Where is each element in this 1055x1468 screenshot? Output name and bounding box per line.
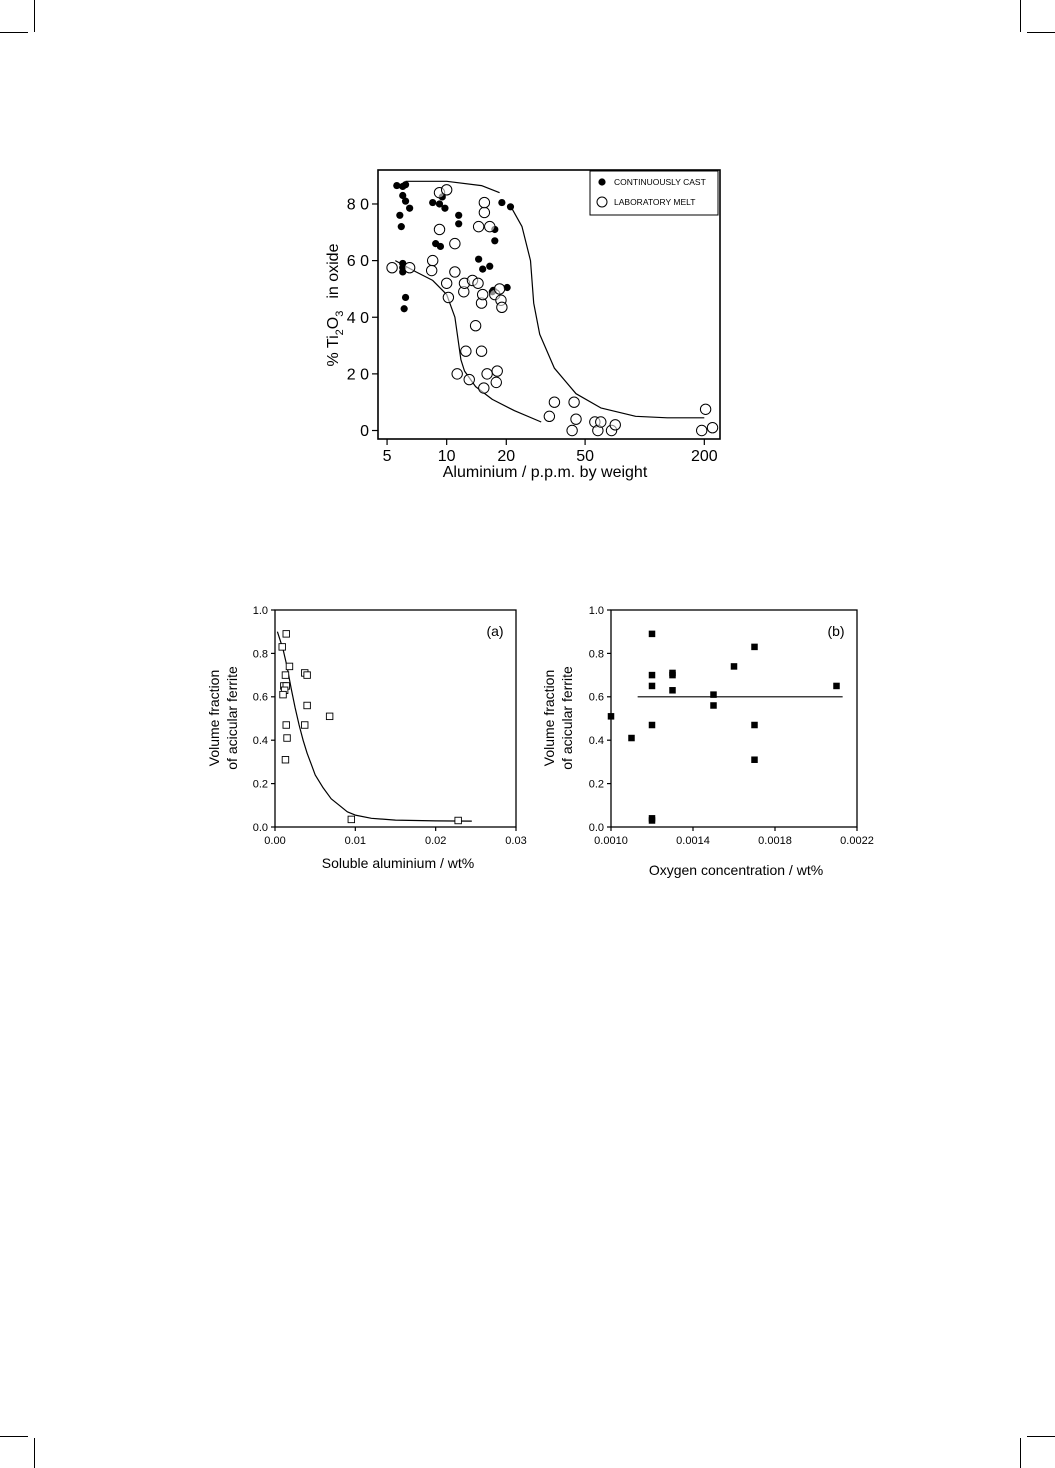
data-point bbox=[751, 722, 758, 729]
laboratory-melt-point bbox=[434, 224, 444, 234]
laboratory-melt-point bbox=[569, 397, 579, 407]
acicular-ferrite-vs-oxygen-chart bbox=[530, 598, 890, 883]
y-tick-label: 0.6 bbox=[252, 691, 268, 704]
data-point bbox=[751, 756, 758, 763]
legend-label-laboratory-melt: LABORATORY MELT bbox=[614, 197, 696, 207]
crop-mark bbox=[34, 0, 35, 32]
laboratory-melt-point bbox=[476, 346, 486, 356]
y-axis-label: Volume fraction of acicular ferrite bbox=[206, 666, 240, 770]
laboratory-melt-point bbox=[494, 284, 504, 294]
laboratory-melt-point bbox=[470, 321, 480, 331]
continuously-cast-point bbox=[406, 205, 413, 212]
x-tick-label: 5 bbox=[382, 448, 392, 465]
data-point bbox=[282, 672, 289, 679]
y-tick-label: 0.2 bbox=[252, 778, 268, 791]
y-tick-label: 0.0 bbox=[588, 821, 604, 834]
data-point bbox=[286, 663, 293, 670]
y-tick-label: 0.2 bbox=[588, 778, 604, 791]
x-tick-label: 0.00 bbox=[264, 835, 286, 847]
laboratory-melt-point bbox=[491, 377, 501, 387]
y-tick-label: 1.0 bbox=[252, 604, 268, 617]
laboratory-melt-point bbox=[443, 292, 453, 302]
legend-open-circle-icon bbox=[597, 197, 607, 207]
continuously-cast-point bbox=[479, 266, 486, 273]
continuously-cast-point bbox=[429, 199, 436, 206]
panel-label: (b) bbox=[827, 623, 845, 639]
continuously-cast-point bbox=[486, 263, 493, 270]
laboratory-melt-point bbox=[697, 425, 707, 435]
laboratory-melt-point bbox=[441, 185, 451, 195]
y-tick-label: 1.0 bbox=[588, 604, 604, 617]
y-tick-label: 0.8 bbox=[252, 648, 268, 661]
continuously-cast-point bbox=[401, 305, 408, 312]
laboratory-melt-point bbox=[707, 422, 717, 432]
continuously-cast-point bbox=[402, 198, 409, 205]
crop-mark bbox=[1020, 0, 1021, 32]
x-tick-label: 0.0018 bbox=[758, 835, 792, 847]
x-tick-label: 10 bbox=[437, 448, 456, 465]
laboratory-melt-point bbox=[450, 267, 460, 277]
laboratory-melt-point bbox=[452, 369, 462, 379]
continuously-cast-point bbox=[475, 256, 482, 263]
continuously-cast-point bbox=[455, 220, 462, 227]
y-tick-label: 2 0 bbox=[346, 366, 369, 384]
crop-mark bbox=[0, 1436, 28, 1437]
data-point bbox=[326, 713, 333, 720]
laboratory-melt-point bbox=[404, 262, 414, 272]
laboratory-melt-point bbox=[596, 417, 606, 427]
trend-curve bbox=[406, 181, 500, 192]
laboratory-melt-point bbox=[479, 383, 489, 393]
y-tick-label: 0.6 bbox=[588, 691, 604, 704]
data-point bbox=[669, 672, 676, 679]
x-tick-label: 0.03 bbox=[505, 835, 527, 847]
data-point bbox=[669, 687, 676, 694]
data-point bbox=[279, 644, 286, 651]
crop-mark bbox=[1027, 32, 1055, 33]
data-point bbox=[628, 735, 635, 742]
x-tick-label: 200 bbox=[690, 448, 718, 465]
data-point bbox=[649, 672, 656, 679]
data-point bbox=[649, 631, 656, 638]
continuously-cast-point bbox=[436, 200, 443, 207]
continuously-cast-point bbox=[398, 223, 405, 230]
legend-label-continuously-cast: CONTINUOUSLY CAST bbox=[614, 177, 706, 187]
data-point bbox=[710, 691, 717, 698]
data-point bbox=[280, 691, 287, 698]
y-tick-label: 0.4 bbox=[588, 735, 604, 748]
data-point bbox=[282, 756, 289, 763]
crop-mark bbox=[1027, 1436, 1055, 1437]
laboratory-melt-point bbox=[567, 425, 577, 435]
plot-frame bbox=[611, 610, 857, 827]
data-point bbox=[608, 713, 615, 720]
data-point bbox=[751, 644, 758, 651]
laboratory-melt-point bbox=[571, 414, 581, 424]
laboratory-melt-point bbox=[473, 278, 483, 288]
y-tick-label: 8 0 bbox=[346, 196, 369, 214]
laboratory-melt-point bbox=[477, 289, 487, 299]
x-axis-label: Soluble aluminium / wt% bbox=[321, 855, 475, 871]
continuously-cast-point bbox=[396, 212, 403, 219]
data-point bbox=[731, 663, 738, 670]
x-axis-label: Oxygen concentration / wt% bbox=[648, 862, 824, 878]
laboratory-melt-point bbox=[492, 366, 502, 376]
x-tick-label: 50 bbox=[576, 448, 594, 465]
laboratory-melt-point bbox=[544, 411, 554, 421]
y-axis-label: Volume fraction of acicular ferrite bbox=[541, 666, 575, 770]
continuously-cast-point bbox=[491, 237, 498, 244]
x-tick-label: 0.0010 bbox=[594, 835, 628, 847]
x-tick-label: 0.0022 bbox=[840, 835, 874, 847]
ti2o3-vs-aluminium-chart bbox=[300, 150, 740, 490]
data-point bbox=[283, 722, 290, 729]
continuously-cast-point bbox=[402, 294, 409, 301]
y-tick-label: 0 bbox=[360, 423, 369, 441]
data-point bbox=[710, 702, 717, 709]
crop-mark bbox=[0, 32, 28, 33]
data-point bbox=[304, 702, 311, 709]
laboratory-melt-point bbox=[549, 397, 559, 407]
y-tick-label: 0.4 bbox=[252, 735, 268, 748]
x-axis-label: Aluminium / p.p.m. by weight bbox=[442, 464, 648, 481]
continuously-cast-point bbox=[507, 203, 514, 210]
laboratory-melt-point bbox=[427, 255, 437, 265]
data-point bbox=[649, 817, 656, 824]
continuously-cast-point bbox=[437, 243, 444, 250]
data-point bbox=[649, 722, 656, 729]
y-tick-label: 6 0 bbox=[346, 253, 369, 271]
data-point bbox=[283, 631, 290, 638]
laboratory-melt-point bbox=[461, 346, 471, 356]
trend-curve bbox=[513, 210, 705, 418]
legend-filled-circle-icon bbox=[598, 178, 605, 185]
data-point bbox=[301, 722, 308, 729]
laboratory-melt-point bbox=[441, 278, 451, 288]
laboratory-melt-point bbox=[485, 221, 495, 231]
laboratory-melt-point bbox=[426, 265, 436, 275]
data-point bbox=[649, 683, 656, 690]
legend bbox=[590, 171, 718, 215]
y-axis-label: % $Ti_2O_3in$ oxide bbox=[325, 243, 346, 367]
y-tick-label: 0.8 bbox=[588, 648, 604, 661]
crop-mark bbox=[1020, 1438, 1021, 1468]
acicular-ferrite-vs-aluminium-chart bbox=[195, 598, 545, 878]
data-point bbox=[348, 816, 355, 823]
y-tick-label: 4 0 bbox=[346, 309, 369, 327]
laboratory-melt-point bbox=[497, 302, 507, 312]
panel-label: (a) bbox=[486, 623, 504, 639]
x-tick-label: 20 bbox=[497, 448, 516, 465]
data-point bbox=[284, 735, 291, 742]
x-tick-label: 0.0014 bbox=[676, 835, 710, 847]
laboratory-melt-point bbox=[473, 221, 483, 231]
x-tick-label: 0.02 bbox=[424, 835, 447, 847]
laboratory-melt-point bbox=[610, 420, 620, 430]
continuously-cast-point bbox=[455, 212, 462, 219]
y-tick-label: 0.0 bbox=[252, 821, 268, 834]
laboratory-melt-point bbox=[464, 374, 474, 384]
laboratory-melt-point bbox=[479, 207, 489, 217]
data-point bbox=[304, 672, 311, 679]
crop-mark bbox=[34, 1438, 35, 1468]
x-tick-label: 0.01 bbox=[344, 835, 367, 847]
continuously-cast-point bbox=[402, 181, 409, 188]
laboratory-melt-point bbox=[450, 238, 460, 248]
data-point bbox=[833, 683, 840, 690]
continuously-cast-point bbox=[498, 199, 505, 206]
laboratory-melt-point bbox=[482, 369, 492, 379]
laboratory-melt-point bbox=[700, 404, 710, 414]
laboratory-melt-point bbox=[387, 262, 397, 272]
plot-frame bbox=[275, 610, 516, 827]
data-point bbox=[455, 817, 462, 824]
laboratory-melt-point bbox=[479, 197, 489, 207]
